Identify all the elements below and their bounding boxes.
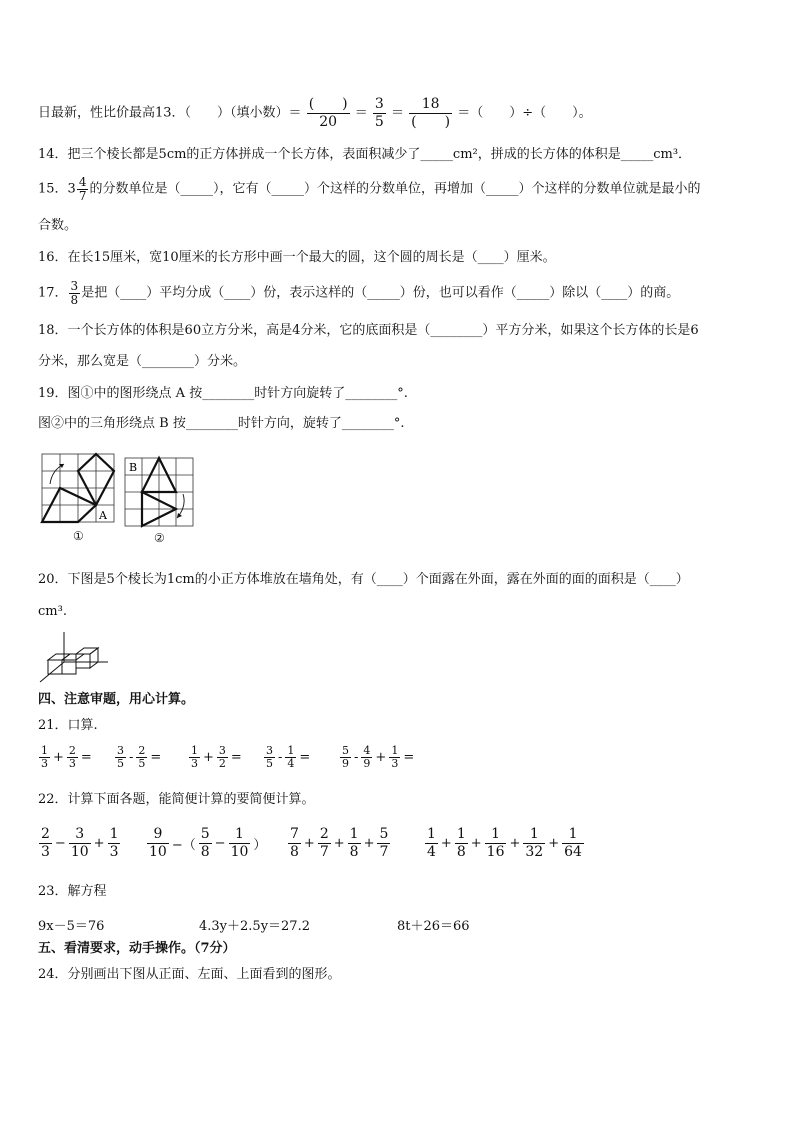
mental-item-4: $\frac{3}{5}$ - $\frac{1}{4}$ =: [266, 744, 311, 770]
question-19: 19．图①中的图形绕点 A 按________时针方向旋转了________°.: [38, 386, 408, 401]
question-21-title: 21．口算.: [38, 718, 98, 733]
equation-1: 9x－5＝76: [38, 919, 105, 934]
question-19-line2: 图②中的三角形绕点 B 按________时针方向，旋转了________°.: [38, 416, 405, 431]
question-14: 14．把三个棱长都是5cm的正方体拼成一个长方体，表面积减少了_____cm²，拼成的长方体的体积是_____cm³．: [38, 147, 692, 162]
question-18-line2: 分米，那么宽是（________）分米。: [38, 354, 247, 369]
fraction: $\frac{( )}{20}$: [308, 96, 348, 130]
mental-item-2: $\frac{3}{5}$ - $\frac{2}{5}$ =: [117, 744, 162, 770]
question-22-title: 22．计算下面各题，能简便计算的要简便计算。: [38, 792, 315, 807]
calc-expression-4: $\frac{1}{4}$ + $\frac{1}{8}$ + $\frac{1}{16}$ + $\frac{1}{32}$ + $\frac{1}{64}$: [427, 826, 582, 860]
section-4-title: 四、注意审题，用心计算。: [38, 692, 195, 707]
cube-stack-figure: [38, 632, 110, 684]
section-5-title: 五、看清要求，动手操作。（7分）: [38, 941, 236, 956]
mental-item-3: $\frac{1}{3}$ + $\frac{3}{2}$ =: [191, 744, 242, 770]
equation-3: 8t＋26＝66: [397, 919, 470, 934]
point-b-label: B: [129, 461, 138, 474]
question-15: 15．3 $\frac{4}{7}$ 的分数单位是（_____），它有（_____）个这样的分数单位，再增加（_____）个这样的分数单位就是最小的: [38, 175, 701, 203]
fraction: $\frac{18}{( )}$: [411, 96, 451, 130]
question-13: 日最新，性比价最高13．（ ）（填小数）＝ $\frac{( )}{20}$ ＝ $\frac{3}{5}$ ＝ $\frac{18}{( )}$ ＝（ ）÷（ ）。: [38, 96, 592, 130]
question-23-title: 23．解方程: [38, 884, 107, 899]
mixed-number: 3 $\frac{4}{7}$: [67, 175, 87, 203]
point-a-label: A: [99, 509, 107, 522]
rotation-figure-2: [125, 458, 197, 530]
question-18: 18．一个长方体的体积是60立方分米，高是4分米，它的底面积是（________）平方分米，如果这个长方体的长是6: [38, 323, 699, 338]
question-16: 16．在长15厘米，宽10厘米的长方形中画一个最大的圆，这个圆的周长是（____）厘米。: [38, 250, 556, 265]
calc-expression-3: $\frac{7}{8}$ + $\frac{2}{7}$ + $\frac{1}{8}$ + $\frac{5}{7}$: [290, 826, 389, 860]
question-17: 17． $\frac{3}{8}$ 是把（____）平均分成（____）份，表示这样的（_____）份，也可以看作（_____）除以（____）的商。: [38, 279, 680, 307]
equation-2: 4.3y＋2.5y＝27.2: [199, 919, 310, 934]
figure-1-caption: ①: [73, 529, 84, 543]
mental-item-1: $\frac{1}{3}$ + $\frac{2}{3}$ =: [41, 744, 92, 770]
question-24: 24．分别画出下图从正面、左面、上面看到的图形。: [38, 967, 341, 982]
calc-expression-1: $\frac{2}{3}$ − $\frac{3}{10}$ + $\frac{1}{3}$: [41, 826, 119, 860]
calc-expression-2: $\frac{9}{10}$ −（ $\frac{5}{8}$ − $\frac{1}{10}$ ）: [149, 826, 267, 860]
fraction: $\frac{3}{8}$: [70, 279, 79, 307]
rotation-figure-1: [42, 454, 118, 526]
mental-item-5: $\frac{5}{9}$ - $\frac{4}{9}$ + $\frac{1}{3}$ =: [342, 744, 415, 770]
question-20: 20．下图是5个棱长为1cm的小正方体堆放在墙角处，有（____）个面露在外面，露在外面的面的面积是（____）: [38, 572, 689, 587]
figure-2-caption: ②: [154, 531, 165, 545]
question-20-line2: cm³.: [38, 604, 67, 619]
question-15-line2: 合数。: [38, 218, 78, 233]
fraction: $\frac{3}{5}$: [374, 96, 384, 130]
